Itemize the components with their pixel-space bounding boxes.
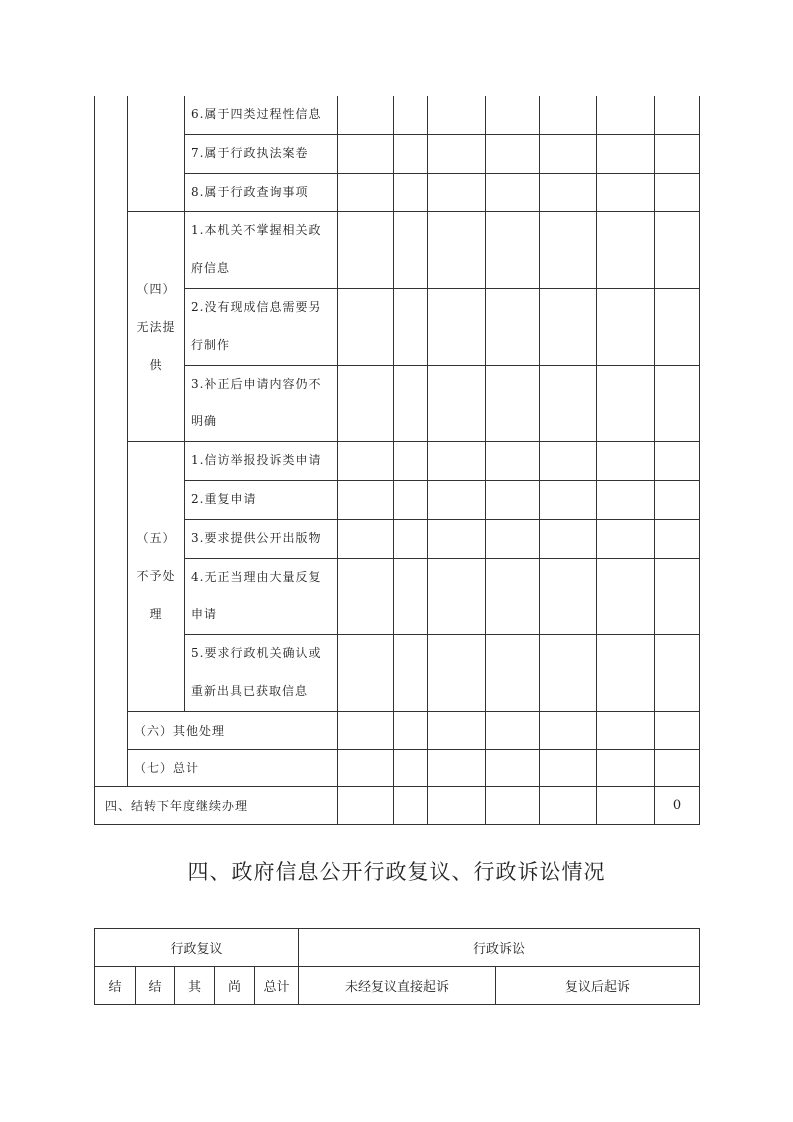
table-row	[95, 365, 700, 403]
item-label: 8.属于行政查询事项	[185, 173, 338, 212]
item-label: 7.属于行政执法案卷	[185, 134, 338, 173]
table-row	[95, 134, 700, 173]
column-header: 结	[95, 967, 136, 1005]
table-row	[95, 480, 700, 519]
item-label: 6.属于四类过程性信息	[185, 96, 338, 134]
item-label: 2.重复申请	[185, 480, 338, 519]
item-label: 2.没有现成信息需要另 行制作	[185, 288, 338, 365]
table-row	[95, 442, 700, 481]
statistics-table	[94, 96, 700, 825]
column-header: 复议后起诉	[496, 967, 700, 1005]
column-header: 尚	[215, 967, 255, 1005]
table-row	[95, 929, 700, 967]
header-administrative-litigation: 行政诉讼	[299, 929, 700, 967]
category-label-not-processed: （五） 不予处 理	[128, 442, 185, 712]
table-row	[95, 967, 700, 1005]
carry-forward-total: 0	[655, 787, 700, 825]
header-administrative-review: 行政复议	[95, 929, 299, 967]
section-heading: 四、政府信息公开行政复议、行政诉讼情况	[187, 860, 606, 884]
table-row	[95, 96, 700, 134]
table-row	[95, 635, 700, 673]
table-row	[95, 519, 700, 558]
item-label: 3.补正后申请内容仍不 明确	[185, 365, 338, 442]
row-carry-forward: 四、结转下年度继续办理	[95, 787, 338, 825]
item-label: 1.本机关不掌握相关政 府信息	[185, 212, 338, 289]
row-total: （七）总计	[128, 749, 338, 787]
table-row	[95, 749, 700, 787]
outer-category-cell	[95, 96, 128, 787]
item-label: 3.要求提供公开出版物	[185, 519, 338, 558]
column-header: 未经复议直接起诉	[299, 967, 496, 1005]
category-label-unable-to-provide: （四） 无法提 供	[128, 212, 185, 442]
item-label: 5.要求行政机关确认或 重新出具已获取信息	[185, 635, 338, 712]
column-header: 结	[136, 967, 175, 1005]
table-row	[95, 212, 700, 250]
table-row	[95, 711, 700, 749]
table-row	[95, 173, 700, 212]
category-cell	[128, 96, 185, 212]
review-litigation-table	[94, 928, 700, 1005]
item-label: 4.无正当理由大量反复 申请	[185, 558, 338, 635]
table-row	[95, 558, 700, 596]
column-header: 其	[175, 967, 215, 1005]
row-other-processing: （六）其他处理	[128, 711, 338, 749]
item-label: 1.信访举报投诉类申请	[185, 442, 338, 481]
column-header: 总计	[255, 967, 299, 1005]
table-row	[95, 787, 700, 825]
table-row	[95, 288, 700, 326]
